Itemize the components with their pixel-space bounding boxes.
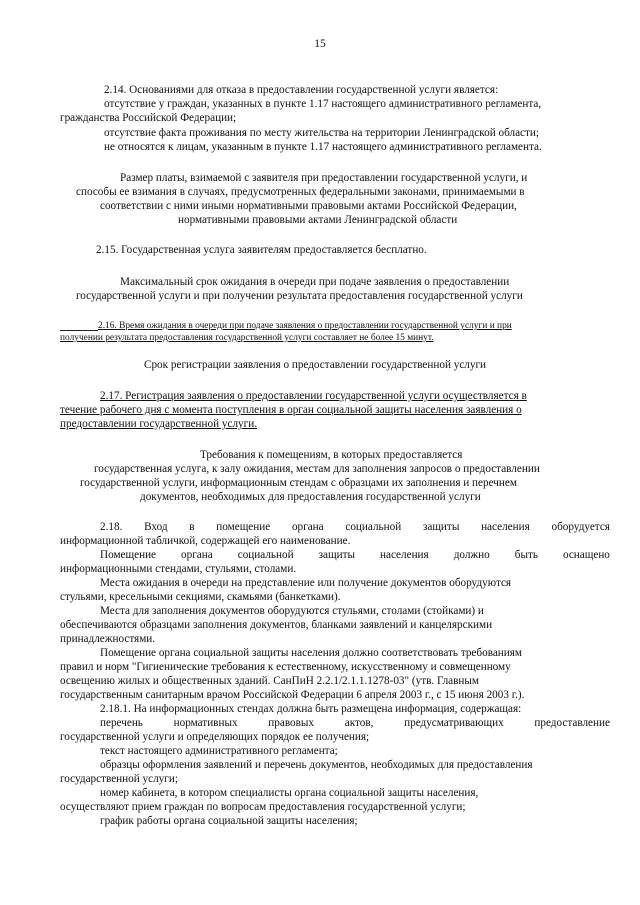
fee-heading-line-2: способы ее взимания в случаях, предусмотренных федеральными законами, принимаемыми в: [76, 186, 525, 198]
word: нормативных: [173, 717, 238, 729]
s2181-line-8: осуществляют прием граждан по вопросам предоставления государственной услуги;: [60, 801, 466, 813]
s218-line-6: стульями, кресельными секциями, скамьями (банкетками).: [60, 591, 341, 603]
word: перечень: [100, 717, 143, 729]
registration-heading: Срок регистрации заявления о предоставлении государственной услуги: [144, 359, 487, 371]
word: Помещение: [100, 549, 157, 561]
premises-heading-line-3: государственной услуги, информационным стендам с образцами их заполнения и перечнем: [80, 477, 517, 489]
word: социальной: [345, 521, 402, 533]
word: социальной: [237, 549, 294, 561]
s2181-line-3: государственной услуги и определяющих порядок ее получения;: [60, 731, 370, 743]
s217-line-3: предоставлении государственной услуги.: [60, 418, 257, 430]
fee-heading-line-4: нормативными правовыми актами Ленинградской области: [178, 214, 458, 226]
word: оснащено: [562, 549, 610, 561]
premises-heading-line-4: документов, необходимых для предоставления государственной услуги: [140, 491, 481, 503]
word: помещение: [216, 521, 271, 533]
s2181-line-7: номер кабинета, в котором специалисты органа социальной защиты населения,: [100, 787, 479, 799]
s216-line-2: получении результата предоставления государственной услуги составляет не более 15 минут.: [60, 333, 434, 343]
s216-leading-rule: [60, 330, 98, 331]
wait-heading-line-1: Максимальный срок ожидания в очереди при подаче заявления о предоставлении: [120, 276, 510, 288]
word: защиты: [318, 549, 355, 561]
word: правовых: [268, 717, 315, 729]
wait-heading-line-2: государственной услуги и при получении результата предоставления государственной услуги: [76, 290, 523, 302]
word: населения: [481, 521, 530, 533]
word: должно: [453, 549, 490, 561]
s218-line-11: правил и норм "Гигиенические требования к естественному, искусственному и совмещенному: [60, 661, 511, 673]
word: быть: [514, 549, 538, 561]
word: защиты: [422, 521, 460, 533]
word: оборудуется: [551, 521, 610, 533]
word: актов,: [344, 717, 374, 729]
s218-line-3: [100, 549, 610, 562]
word: населения: [380, 549, 429, 561]
s215-text: 2.15. Государственная услуга заявителям предоставляется бесплатно.: [96, 244, 427, 256]
premises-heading-line-2: государственная услуга, к залу ожидания, местам для заполнения запросов о предоставлении: [94, 463, 540, 475]
s218-line-4: информационными стендами, стульями, столами.: [60, 563, 297, 575]
word: органа: [291, 521, 324, 533]
word: предусматривающих: [404, 717, 504, 729]
s218-line-13: государственным санитарным врачом Российской Федерации 6 апреля 2003 г., с 15 июня 2003 г.).: [60, 689, 525, 701]
s214-line-1: 2.14. Основаниями для отказа в предоставлении государственной услуги является:: [104, 84, 499, 96]
s2181-line-1: 2.18.1. На информационных стендах должна быть размещена информация, содержащая:: [100, 703, 522, 715]
s2181-line-9: график работы органа социальной защиты населения;: [100, 815, 358, 827]
s2181-line-6: государственной услуги;: [60, 773, 178, 785]
s218-line-8: обеспечиваются образцами заполнения документов, бланками заявлений и канцелярскими: [60, 619, 493, 631]
premises-heading-line-1: Требования к помещениям, в которых предоставляется: [200, 449, 463, 461]
s2181-line-2: [100, 717, 610, 730]
s214-line-4: отсутствие факта проживания по месту жительства на территории Ленинградской области;: [104, 127, 539, 139]
s217-line-1: 2.17. Регистрация заявления о предоставлении государственной услуги осуществляется в: [100, 390, 527, 402]
s214-line-5: не относятся к лицам, указанным в пункте 1.17 настоящего административного регламента.: [104, 141, 542, 153]
s218-line-12: освещению жилых и общественных зданий. СанПиН 2.2.1/2.1.1.1278-03" (утв. Главным: [60, 675, 480, 687]
s218-line-7: Места для заполнения документов оборудуются стульями, столами (стойками) и: [100, 605, 484, 617]
fee-heading-line-3: соответствии с ними иными нормативными правовыми актами Российской Федерации,: [100, 200, 517, 212]
word: органа: [181, 549, 213, 561]
s218-line-5: Места ожидания в очереди на представление или получение документов оборудуются: [100, 577, 512, 589]
s2181-line-4: текст настоящего административного регламента;: [100, 745, 338, 757]
word: Вход: [144, 521, 168, 533]
word: 2.18.: [100, 521, 123, 533]
s218-line-9: принадлежностями.: [60, 633, 156, 645]
s218-line-2: информационной табличкой, содержащей его наименование.: [60, 535, 351, 547]
s214-line-2: отсутствие у граждан, указанных в пункте 1.17 настоящего административного регламента,: [104, 98, 542, 110]
s218-line-1: [100, 521, 610, 534]
s217-line-2: течение рабочего дня с момента поступления в орган социальной защиты населения заявления о: [60, 404, 522, 416]
s2181-line-5: образцы оформления заявлений и перечень документов, необходимых для предоставления: [100, 759, 533, 771]
word: предоставление: [534, 717, 610, 729]
page-number: 15: [314, 38, 326, 50]
fee-heading-line-1: Размер платы, взимаемой с заявителя при предоставлении государственной услуги, и: [120, 172, 528, 184]
s216-line-1: 2.16. Время ожидания в очереди при подаче заявления о предоставлении государственной услуги и при: [98, 321, 512, 331]
s218-line-10: Помещение органа социальной защиты населения должно соответствовать требованиям: [100, 647, 522, 659]
word: в: [189, 521, 195, 533]
s214-line-3: гражданства Российской Федерации;: [60, 112, 237, 124]
